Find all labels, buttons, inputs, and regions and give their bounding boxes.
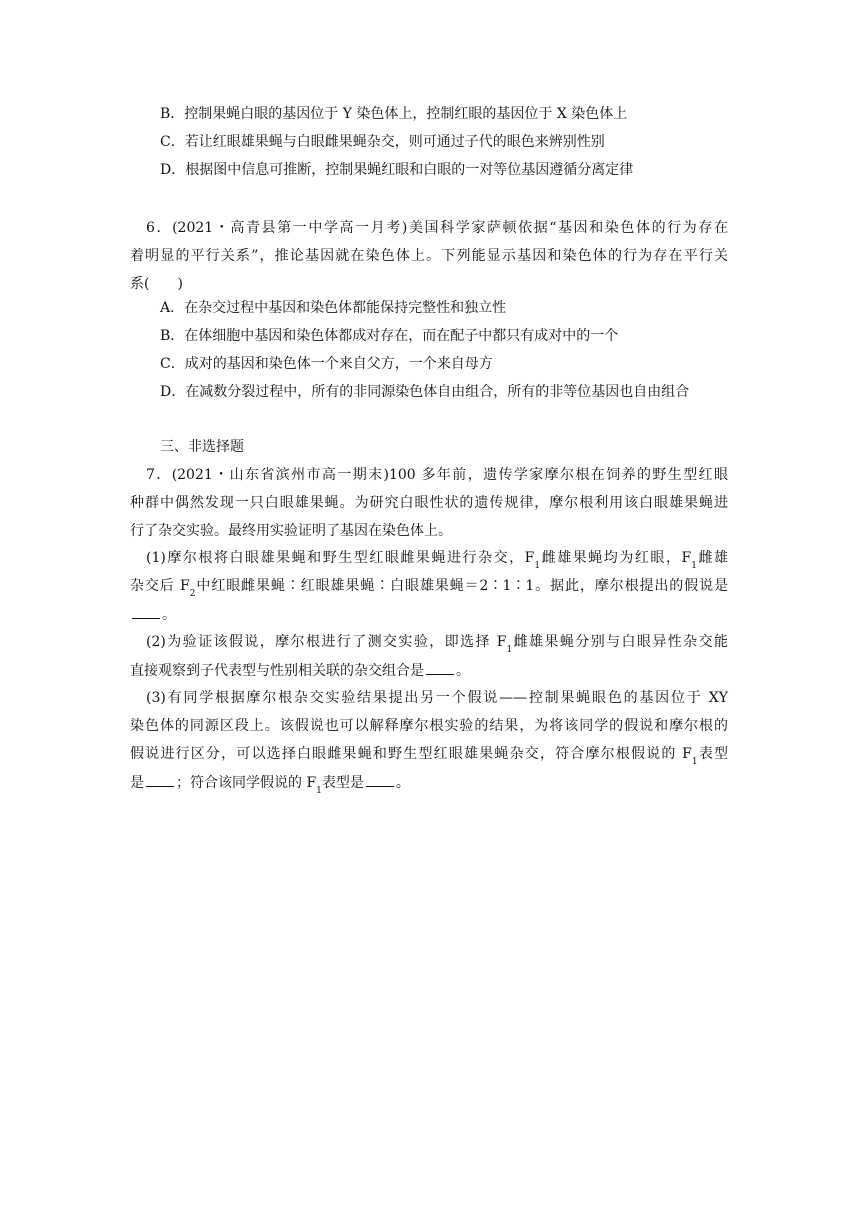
answer-blank[interactable] (146, 772, 174, 787)
q7-part1-line-1: (1)摩尔根将白眼雄果蝇和野生型红眼雌果蝇进行杂交，$F_1$雌雄果蝇均为红眼，$F_1$雌雄 (146, 550, 729, 571)
q7-part2-line-2: 直接观察到子代表型与性别相关联的杂交组合是 。 (130, 660, 470, 681)
q7-part2-line-1: (2)为验证该假说，摩尔根进行了测交实验，即选择 $F_1$雌雄果蝇分别与白眼异性杂交能 (146, 634, 728, 655)
q6-option-c: C．成对的基因和染色体一个来自父方，一个来自母方 (160, 356, 493, 372)
q5-option-b: B．控制果蝇白眼的基因位于 Y 染色体上，控制红眼的基因位于 X 染色体上 (160, 106, 628, 122)
section-heading: 三、非选择题 (160, 439, 244, 455)
q7-part3-line-2: 染色体的同源区段上。该假说也可以解释摩尔根实验的结果，为将该同学的假说和摩尔根的 (130, 718, 728, 734)
q7-part1-line-3: 。 (130, 604, 176, 625)
q7-stem-line-3: 行了杂交实验。最终用实验证明了基因在染色体上。 (130, 523, 452, 539)
q6-stem-line-1: 6．(2021・高青县第一中学高一月考)美国科学家萨顿依据“基因和染色体的行为存在 (146, 220, 728, 236)
q6-option-a: A．在杂交过程中基因和染色体都能保持完整性和独立性 (160, 300, 507, 316)
q7-stem-line-1: 7．(2021・山东省滨州市高一期末)100 多年前，遗传学家摩尔根在饲养的野生型红眼 (146, 467, 728, 483)
q6-option-b: B．在体细胞中基因和染色体都成对存在，而在配子中都只有成对中的一个 (160, 328, 619, 344)
q7-part1-line-2: 杂交后 $F_2$中红眼雌果蝇∶红眼雄果蝇∶白眼雄果蝇＝2∶1∶1。据此，摩尔根提出的假说是 (130, 578, 728, 599)
q6-stem-line-3: 系( ) (130, 276, 183, 292)
q5-option-c: C．若让红眼雄果蝇与白眼雌果蝇杂交，则可通过子代的眼色来辨别性别 (160, 134, 605, 150)
q7-stem-line-2: 种群中偶然发现一只白眼雄果蝇。为研究白眼性状的遗传规律，摩尔根利用该白眼雄果蝇进 (130, 495, 728, 511)
q5-option-d: D．根据图中信息可推断，控制果蝇红眼和白眼的一对等位基因遵循分离定律 (160, 162, 634, 178)
q6-stem-line-2: 着明显的平行关系”，推论基因就在染色体上。下列能显示基因和染色体的行为存在平行关 (130, 248, 728, 264)
answer-blank[interactable] (132, 604, 160, 619)
q7-part3-line-3: 假说进行区分，可以选择白眼雌果蝇和野生型红眼雄果蝇杂交，符合摩尔根假说的 $F_1$表型 (130, 746, 729, 767)
q7-part3-line-4: 是 ；符合该同学假说的 $F_1$表型是 。 (130, 772, 410, 793)
answer-blank[interactable] (366, 772, 394, 787)
answer-blank[interactable] (426, 660, 454, 675)
q7-part3-line-1: (3)有同学根据摩尔根杂交实验结果提出另一个假说——控制果蝇眼色的基因位于 XY (146, 690, 728, 706)
q6-option-d: D．在减数分裂过程中，所有的非同源染色体自由组合，所有的非等位基因也自由组合 (160, 384, 690, 400)
